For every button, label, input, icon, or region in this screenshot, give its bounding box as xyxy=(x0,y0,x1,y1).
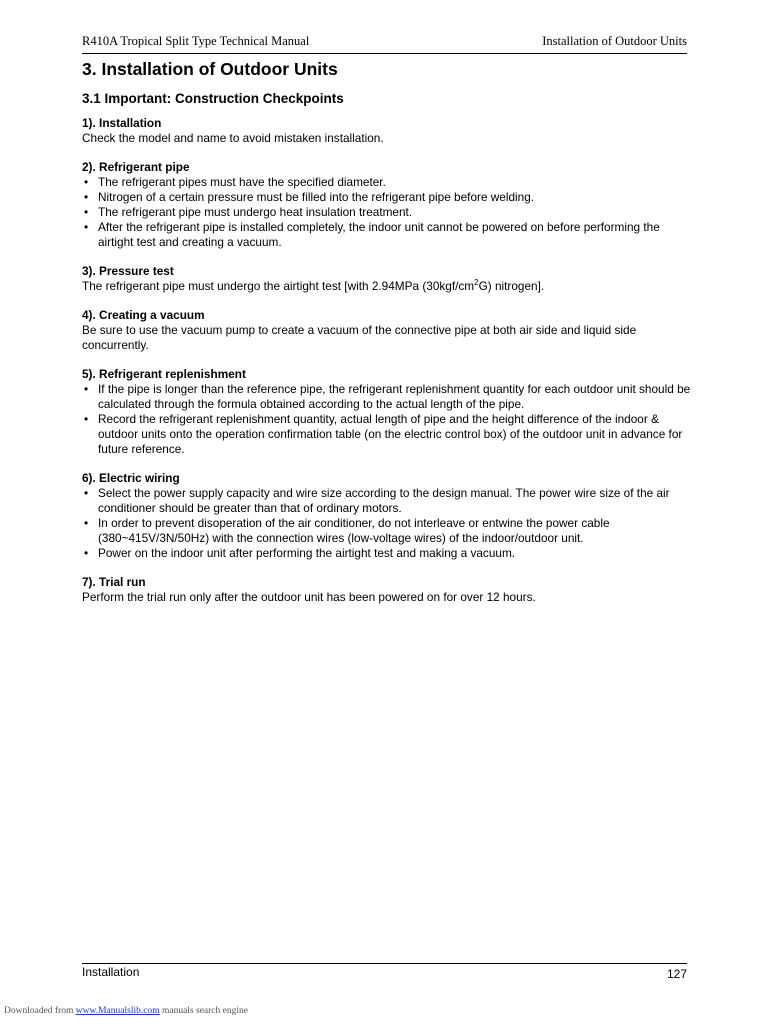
download-notice xyxy=(4,1006,248,1016)
section-refrigerant-pipe xyxy=(82,160,692,250)
page-number: 127 xyxy=(666,967,687,981)
page-title: 3. Installation of Outdoor Units xyxy=(82,59,338,79)
section-wiring xyxy=(82,471,692,561)
section-heading: 4). Creating a vacuum xyxy=(82,308,205,322)
section-pressure-test xyxy=(82,264,692,294)
section-heading: 3). Pressure test xyxy=(82,264,174,278)
bullet-item: • Power on the indoor unit after performing the airtight test and making a vacuum. xyxy=(82,546,692,561)
bullet-list xyxy=(82,486,692,561)
footer-section-name: Installation xyxy=(82,965,140,979)
section-heading: 5). Refrigerant replenishment xyxy=(82,367,246,381)
section-heading: 6). Electric wiring xyxy=(82,471,180,485)
section-replenishment xyxy=(82,367,692,457)
page-footer xyxy=(82,963,687,981)
section-heading: 1). Installation xyxy=(82,116,162,130)
section-heading: 7). Trial run xyxy=(82,575,146,589)
text-part: The refrigerant pipe must undergo the airtight test [with 2.94MPa (30kgf/cm xyxy=(82,279,475,293)
bullet-item: • Nitrogen of a certain pressure must be filled into the refrigerant pipe before welding. xyxy=(82,190,692,205)
section-text: Perform the trial run only after the outdoor unit has been powered on for over 12 hours. xyxy=(82,590,536,604)
page-content xyxy=(82,58,692,619)
bullet-item: • The refrigerant pipe must undergo heat insulation treatment. xyxy=(82,205,692,220)
section-vacuum xyxy=(82,308,692,353)
bullet-item: • Record the refrigerant replenishment quantity, actual length of pipe and the height difference of the indoor & outdoor units onto the operation confirmation table (on the electric control box) of the outdoor unit in advance for future reference. xyxy=(82,412,692,457)
section-text xyxy=(82,279,692,294)
bullet-item: • If the pipe is longer than the reference pipe, the refrigerant replenishment quantity for each outdoor unit should be calculated through the formula obtained according to the actual length of the pipe. xyxy=(82,382,692,412)
bullet-list xyxy=(82,382,692,457)
section-installation xyxy=(82,116,692,146)
download-prefix: Downloaded from xyxy=(4,1006,76,1016)
section-heading: 2). Refrigerant pipe xyxy=(82,160,190,174)
bullet-item: • After the refrigerant pipe is installed completely, the indoor unit cannot be powered on before performing the airtight test and creating a vacuum. xyxy=(82,220,692,250)
manualslib-link[interactable]: www.Manualslib.com xyxy=(75,1006,160,1016)
page-header xyxy=(82,33,687,54)
download-suffix: manuals search engine xyxy=(159,1006,248,1016)
text-part: G) nitrogen]. xyxy=(478,279,545,293)
header-manual-title: R410A Tropical Split Type Technical Manual xyxy=(82,34,310,48)
header-section-title: Installation of Outdoor Units xyxy=(542,34,687,48)
section-text: Be sure to use the vacuum pump to create a vacuum of the connective pipe at both air side and liquid side concurrently. xyxy=(82,323,637,352)
bullet-item: • In order to prevent disoperation of the air conditioner, do not interleave or entwine the power cable (380~415V/3N/50Hz) with the connection wires (low-voltage wires) of the indoor/outdoor unit. xyxy=(82,516,692,546)
section-subtitle: 3.1 Important: Construction Checkpoints xyxy=(82,91,344,106)
bullet-item: • Select the power supply capacity and wire size according to the design manual. The power wire size of the air conditioner should be greater than that of ordinary motors. xyxy=(82,486,692,516)
section-trial-run xyxy=(82,575,692,605)
bullet-item: • The refrigerant pipes must have the specified diameter. xyxy=(82,175,692,190)
bullet-list xyxy=(82,175,692,250)
section-text: Check the model and name to avoid mistaken installation. xyxy=(82,131,384,145)
superscript: 2 xyxy=(474,278,479,288)
